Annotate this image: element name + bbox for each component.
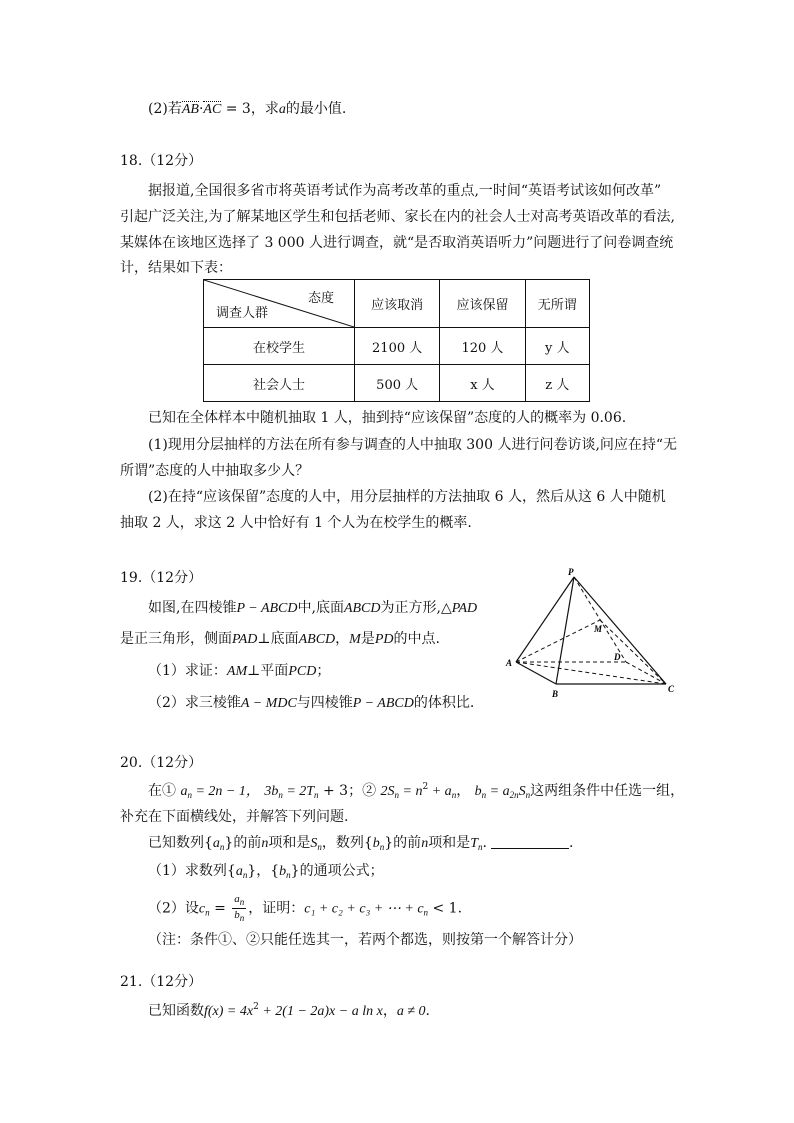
q20-math: c₁ + c₂ + c₃ + ⋯ + c xyxy=(304,901,424,917)
q18-para-line3: 某媒体在该地区选择了 3 000 人进行调查，就“是否取消英语听力”问题进行了问卷调查统 xyxy=(120,235,674,251)
q19-text: 的体积比. xyxy=(413,695,475,711)
header-group: 调查人群 xyxy=(216,306,269,321)
q19-text: （2）求三棱锥 xyxy=(148,695,241,711)
q20-text: 这两组条件中任选一组， xyxy=(530,783,685,799)
q20-math: b xyxy=(279,864,287,879)
q17-prefix: (2)若 xyxy=(148,101,182,117)
q18-known: 已知在全体样本中随机抽取 1 人，抽到持“应该保留”态度的人的概率为 0.06. xyxy=(148,410,627,426)
q19-math: AM xyxy=(226,664,248,679)
q20-math: S xyxy=(310,836,318,851)
q21-text: 已知函数 xyxy=(148,1003,204,1019)
q20-sub: n xyxy=(379,842,385,852)
col-header: 应该保留 xyxy=(440,280,525,328)
q20-text: }的前 xyxy=(384,835,422,851)
q20-sup: 2 xyxy=(422,782,429,792)
pyramid-figure xyxy=(500,565,690,700)
q19-text: ⊥底面 xyxy=(257,631,299,647)
q20-sub: n xyxy=(205,907,210,918)
fraction-an-over-bn xyxy=(232,893,246,924)
label-m: M xyxy=(594,624,603,634)
q21-math: a ≠ 0 xyxy=(396,1004,426,1019)
table-header-row xyxy=(204,280,590,328)
q20-note: （注：条件①、②只能任选其一，若两个都选，则按第一个解答计分） xyxy=(148,932,582,948)
q18-para-line1: 据报道,全国很多省市将英语考试作为高考改革的重点,一时间“英语考试该如何改革” xyxy=(148,183,662,199)
edge-ab xyxy=(516,662,556,684)
q20-sub1 xyxy=(148,860,384,880)
diagonal-header-cell xyxy=(204,280,355,328)
q17-part2 xyxy=(148,98,346,118)
q18-sub1-line2: 所谓”态度的人中抽取多少人？ xyxy=(120,463,310,479)
q20-sub: n xyxy=(317,842,322,852)
q20-math: n xyxy=(261,836,269,851)
q21-math: + 2(1 − 2a)x − a ln x xyxy=(258,1004,383,1019)
table-cell: z 人 xyxy=(525,365,589,402)
q18-sub2-line2: 抽取 2 人，求这 2 人中恰好有 1 个人为在校学生的概率. xyxy=(120,515,472,531)
q20-text: }，{ xyxy=(247,863,280,879)
q19-sub2 xyxy=(148,692,474,712)
q18-para-line4: 计，结果如下表： xyxy=(120,260,232,276)
q18-sub1-line1: (1)现用分层抽样的方法在所有参与调查的人中抽取 300 人进行问卷访谈,问应在持“无 xyxy=(148,437,678,453)
q18-heading: 18.（12分） xyxy=(120,153,203,169)
q19-math: P − ABCD xyxy=(236,601,298,616)
q19-math: PD xyxy=(374,632,394,647)
q20-sub: n xyxy=(219,842,225,852)
label-a: A xyxy=(506,658,513,668)
q20-sub: n xyxy=(477,842,483,852)
table-cell: x 人 xyxy=(440,365,525,402)
q20-math: 3b xyxy=(264,784,279,799)
fraction-numerator xyxy=(232,893,246,909)
q19-math: ABCD xyxy=(298,632,336,647)
q21-heading: 21.（12分） xyxy=(120,974,203,990)
q19-text: 是 xyxy=(360,631,375,647)
header-attitude: 态度 xyxy=(307,291,334,306)
q19-math: P − ABCD xyxy=(352,696,414,711)
q17-var: a xyxy=(278,102,286,117)
q20-text: }的前 xyxy=(224,835,262,851)
q19-math: M xyxy=(349,632,361,647)
q20-math: a xyxy=(180,784,188,799)
edge-pa xyxy=(516,577,574,662)
q20-math: + a xyxy=(428,784,452,799)
fill-in-blank-line[interactable] xyxy=(491,836,569,849)
q20-math: = 2n − 1， xyxy=(191,784,260,799)
q19-line2 xyxy=(120,628,440,648)
survey-table xyxy=(203,279,590,402)
q19-line1 xyxy=(148,597,477,617)
q20-text: （2）设 xyxy=(148,900,199,917)
q20-sub2 xyxy=(148,893,462,924)
q20-sub: n xyxy=(239,897,245,907)
q21-text: . xyxy=(425,1003,430,1019)
q20-math: T xyxy=(470,836,478,851)
q20-math: b xyxy=(372,836,380,851)
q19-text: （1）求证： xyxy=(148,663,227,679)
table-cell: 500 人 xyxy=(355,365,440,402)
segment-ac xyxy=(516,662,666,684)
q20-math: a xyxy=(235,864,243,879)
q20-math: a xyxy=(234,893,240,905)
q19-text: 的中点. xyxy=(393,631,440,647)
vector-ab: AB xyxy=(181,102,199,117)
q20-math: a xyxy=(212,836,220,851)
q20-line2: 补充在下面横线处，并解答下列问题. xyxy=(120,809,349,825)
q20-text: }的通项公式； xyxy=(290,863,384,879)
q20-text: ，数列{ xyxy=(321,835,373,851)
label-p: P xyxy=(568,567,574,577)
col-header: 无所谓 xyxy=(525,280,589,328)
table-cell: y 人 xyxy=(525,328,589,365)
q19-text: 中,底面 xyxy=(297,600,344,616)
q19-heading: 19.（12分） xyxy=(120,570,203,586)
q19-text: ， xyxy=(335,631,350,647)
q21-text: ， xyxy=(382,1003,397,1019)
q20-sub: n xyxy=(451,790,457,800)
q19-text: 与四棱锥 xyxy=(296,695,353,711)
q20-sub: n xyxy=(423,907,429,918)
q20-text: ，证明： xyxy=(248,900,305,917)
q19-math: PCD xyxy=(288,664,317,679)
q20-sub: n xyxy=(394,790,400,800)
q19-math: ABCD xyxy=(343,601,381,616)
q20-math: = xyxy=(209,900,231,917)
q20-text: . xyxy=(482,835,487,851)
table-cell: 2100 人 xyxy=(355,328,440,365)
q20-sub: n xyxy=(242,870,248,880)
row-label: 在校学生 xyxy=(204,328,355,365)
q19-text: ； xyxy=(316,663,331,679)
q17-eq: = 3，求 xyxy=(221,101,279,117)
fraction-denominator xyxy=(232,909,246,924)
q20-math: b xyxy=(474,784,482,799)
q18-sub2-line1: (2)在持“应该保留”态度的人中，用分层抽样的方法抽取 6 人，然后从这 6 人中随机 xyxy=(148,489,666,505)
q20-heading: 20.（12分） xyxy=(120,755,203,771)
label-b: B xyxy=(552,689,559,699)
q21-math: f(x) = 4x xyxy=(204,1004,254,1019)
q20-sub: n xyxy=(314,790,319,800)
col-header: 应该取消 xyxy=(355,280,440,328)
q19-text: 是正三角形，侧面 xyxy=(120,631,232,647)
q20-math: 2S xyxy=(380,784,395,799)
q20-math: S xyxy=(518,784,526,799)
q20-sub: n xyxy=(525,790,531,800)
q19-sub1 xyxy=(148,660,330,680)
label-c: C xyxy=(668,684,675,694)
q20-text: 项和是 xyxy=(428,835,471,851)
q20-text: ， xyxy=(456,783,471,799)
table-row xyxy=(204,365,590,402)
q21-line1 xyxy=(148,1000,430,1020)
q20-text: 在① xyxy=(148,783,176,799)
q20-text: 项和是 xyxy=(268,835,311,851)
edge-pc xyxy=(574,577,666,684)
q20-sub: n xyxy=(278,790,283,800)
q20-math: = a xyxy=(486,784,510,799)
vector-ac: AC xyxy=(203,102,222,117)
q20-sub: 2n xyxy=(509,790,519,800)
row-label: 社会人士 xyxy=(204,365,355,402)
q20-sub: n xyxy=(481,790,487,800)
q20-text: 已知数列{ xyxy=(148,835,213,851)
q20-text: . xyxy=(568,835,574,851)
q20-known xyxy=(148,832,573,852)
q20-sub: n xyxy=(286,870,291,880)
q19-text: ⊥平面 xyxy=(247,663,289,679)
dot-operator: · xyxy=(198,101,204,117)
q20-conditions xyxy=(148,780,684,800)
q20-text: （1）求数列{ xyxy=(148,863,236,879)
q20-math: c xyxy=(198,901,206,917)
table-cell: 120 人 xyxy=(440,328,525,365)
q21-sup: 2 xyxy=(253,1002,259,1012)
segment-am xyxy=(516,620,600,662)
q17-suffix: 的最小值. xyxy=(285,101,347,117)
q20-sub: n xyxy=(187,790,192,800)
q19-text: 如图,在四棱锥 xyxy=(148,600,237,616)
q20-math: + 3；② xyxy=(318,783,377,799)
q18-para-line2: 引起广泛关注,为了解某地区学生和包括老师、家长在内的社会人士对高考英语改革的看法, xyxy=(120,209,675,225)
q19-text: 为正方形,△ xyxy=(380,600,452,616)
table-row xyxy=(204,328,590,365)
segment-mc xyxy=(600,620,666,684)
q20-sub: n xyxy=(239,913,245,923)
q20-math: n xyxy=(421,836,429,851)
q19-math: A − MDC xyxy=(240,696,297,711)
q20-math: < 1. xyxy=(428,900,463,917)
label-d: D xyxy=(614,652,621,662)
q20-math: = 2T xyxy=(282,784,315,799)
q20-math: b xyxy=(234,909,240,921)
edge-pd xyxy=(574,577,626,662)
q20-math: = n xyxy=(399,784,423,799)
q19-math: PAD xyxy=(451,601,478,616)
q19-math: PAD xyxy=(232,632,258,647)
